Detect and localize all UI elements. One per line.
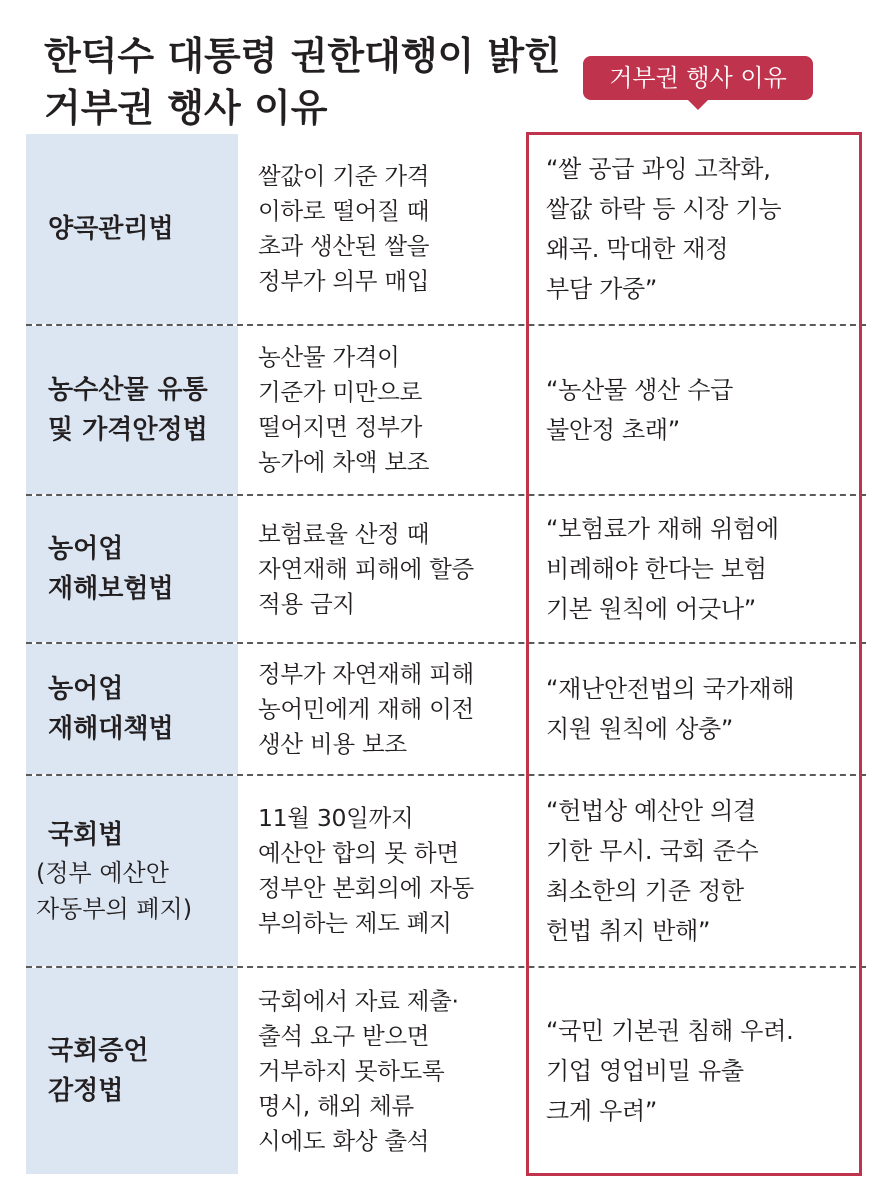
page-title — [44, 30, 561, 134]
table-row-national-assembly-act — [26, 776, 866, 968]
row-description: 11월 30일까지 예산안 합의 못 하면 정부안 본회의에 자동 부의하는 제도 폐지 — [258, 804, 474, 937]
table-row-grain-management — [26, 134, 866, 326]
row-category-cell — [26, 644, 238, 774]
row-veto-reason: “국민 기본권 침해 우려. 기업 영업비밀 유출 크게 우려” — [546, 1017, 794, 1125]
reason-column-badge: 거부권 행사 이유 — [583, 56, 813, 100]
row-category: 국회법 — [48, 820, 124, 850]
row-category: 국회증언 감정법 — [48, 1036, 149, 1106]
table-row-disaster-insurance — [26, 496, 866, 644]
page-title-line-1: 한덕수 대통령 권한대행이 밝힌 — [44, 34, 561, 78]
page-title-line-2: 거부권 행사 이유 — [44, 86, 328, 130]
row-category-cell — [26, 968, 238, 1174]
row-veto-reason: “농산물 생산 수급 불안정 초래” — [546, 376, 733, 444]
row-description: 국회에서 자료 제출· 출석 요구 받으면 거부하지 못하도록 명시, 해외 체류 시에도 화상 출석 — [258, 986, 459, 1155]
row-veto-reason: “보험료가 재해 위험에 비례해야 한다는 보험 기본 원칙에 어긋나” — [546, 515, 779, 623]
row-veto-reason: “헌법상 예산안 의결 기한 무시. 국회 준수 최소한의 기준 정한 헌법 취지 반해” — [546, 797, 759, 945]
row-description: 쌀값이 기준 가격 이하로 떨어질 때 초과 생산된 쌀을 정부가 의무 매입 — [258, 162, 430, 295]
row-description: 보험료율 산정 때 자연재해 피해에 할증 적용 금지 — [258, 519, 474, 618]
row-category-cell — [26, 134, 238, 324]
row-veto-reason: “쌀 공급 과잉 고착화, 쌀값 하락 등 시장 기능 왜곡. 막대한 재정 부담 가중” — [546, 155, 782, 303]
veto-reasons-table — [26, 134, 866, 1174]
row-category: 농어업 재해대책법 — [48, 674, 174, 744]
row-category: 양곡관리법 — [48, 214, 174, 244]
row-category: 농수산물 유통 및 가격안정법 — [48, 375, 208, 445]
row-category-cell — [26, 496, 238, 642]
row-category-cell — [26, 776, 238, 966]
row-description: 농산물 가격이 기준가 미만으로 떨어지면 정부가 농가에 차액 보조 — [258, 343, 430, 476]
row-description: 정부가 자연재해 피해 농어민에게 재해 이전 생산 비용 보조 — [258, 659, 474, 758]
row-category: 농어업 재해보험법 — [48, 534, 174, 604]
table-row-agri-distribution — [26, 326, 866, 496]
table-row-disaster-countermeasures — [26, 644, 866, 776]
row-veto-reason: “재난안전법의 국가재해 지원 원칙에 상충” — [546, 675, 795, 743]
row-category-cell — [26, 326, 238, 494]
row-category-note: (정부 예산안 자동부의 폐지) — [36, 859, 193, 923]
table-row-testimony-act — [26, 968, 866, 1174]
